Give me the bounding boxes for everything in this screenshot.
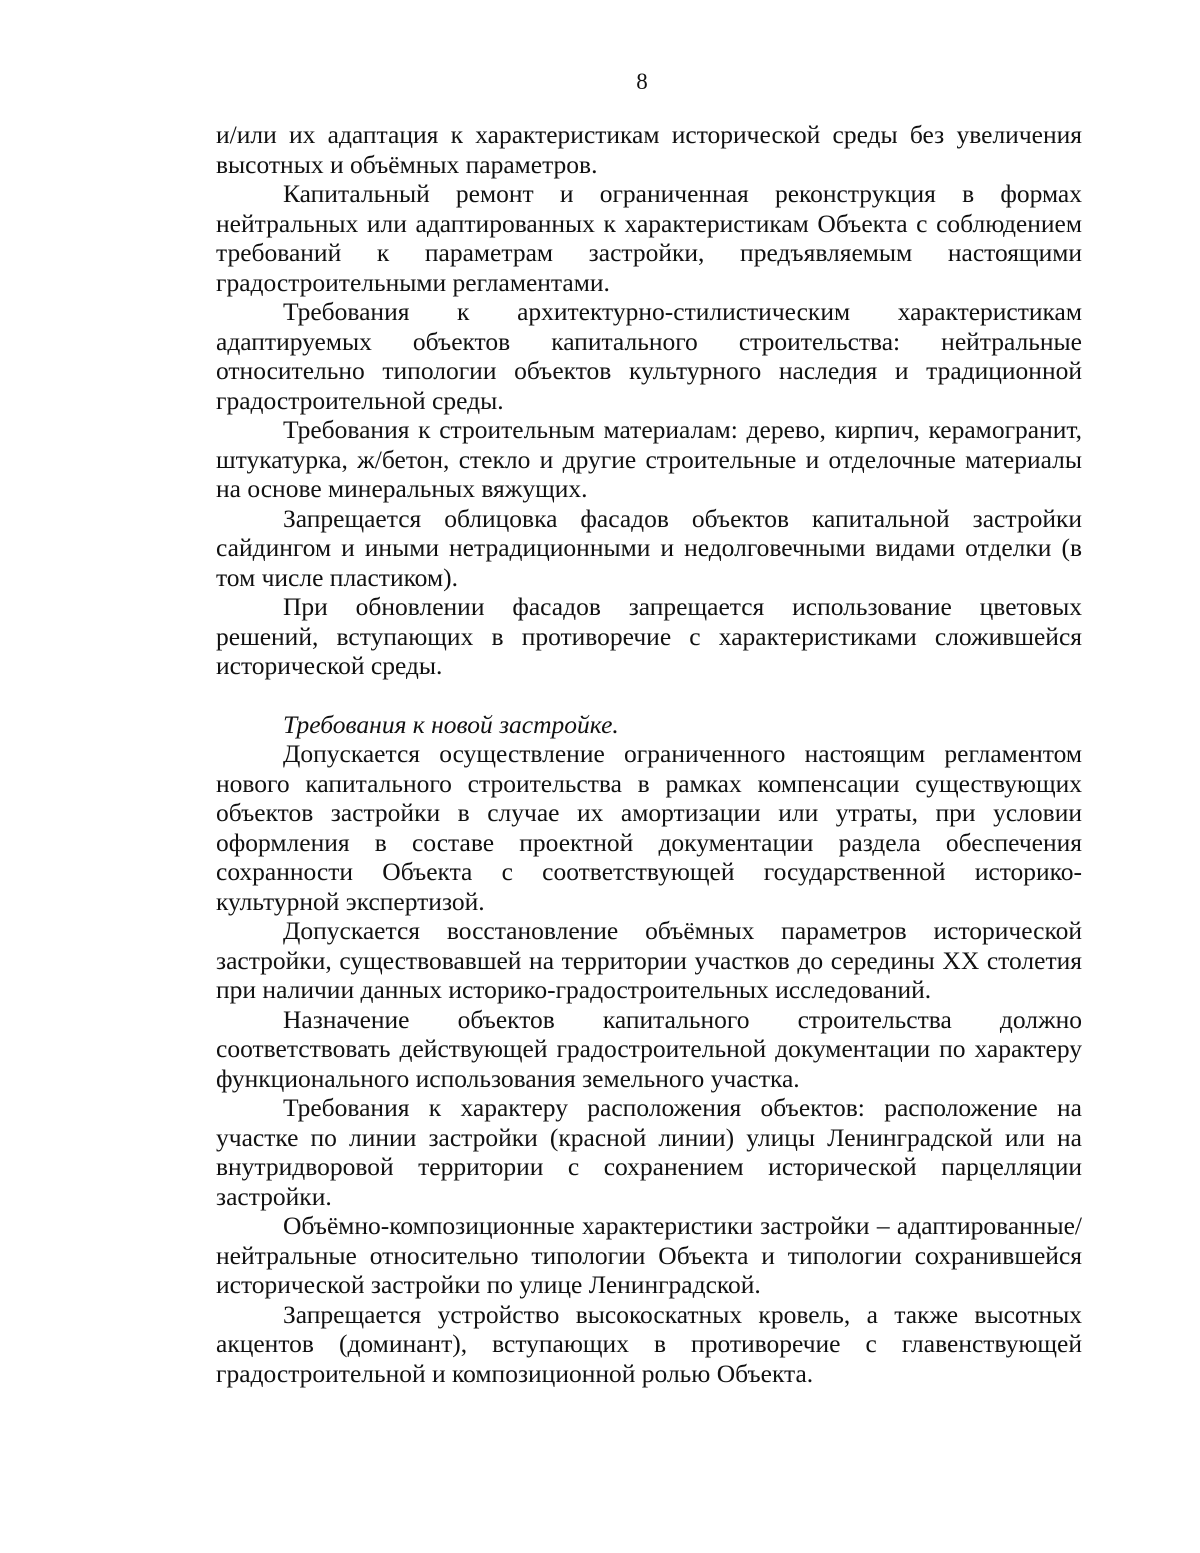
paragraph-facade-colors: При обновлении фасадов запрещается использование цветовых решений, вступающих в противоречие с характеристиками сложившейся исторической среды. — [216, 592, 1082, 680]
paragraph-purpose-of-objects: Назначение объектов капитального строительства должно соответствовать действующей градостроительной документации по характеру функционального использования земельного участка. — [216, 1004, 1082, 1093]
paragraph-volume-composition: Объёмно-композиционные характеристики застройки – адаптированные/нейтральные относительно типологии Объекта и типологии сохранившейся исторической застройки по улице Ленинградской. — [216, 1211, 1082, 1299]
paragraph-restoration-allowed: Допускается восстановление объёмных параметров исторической застройки, существовавшей на территории участков до середины XX столетия при наличии данных историко-градостроительных исследований. — [216, 916, 1082, 1004]
document-body — [216, 120, 1082, 1388]
paragraph-roof-prohibition: Запрещается устройство высокоскатных кровель, а также высотных акцентов (доминант), вступающих в противоречие с главенствующей градостроительной и композиционной ролью Объекта. — [216, 1299, 1082, 1388]
section-heading-new-construction: Требования к новой застройке. — [283, 709, 619, 739]
paragraph-materials-requirements: Требования к строительным материалам: дерево, кирпич, керамогранит, штукатурка, ж/бетон, стекло и другие строительные и отделочные материалы на основе минеральных вяжущих. — [216, 415, 1082, 503]
page-number: 8 — [636, 69, 648, 94]
paragraph-architectural-requirements: Требования к архитектурно-стилистическим характеристикам адаптируемых объектов капитального строительства: нейтральные относительно типологии объектов культурного наследия и традиционной градостроительной среды. — [216, 297, 1082, 415]
paragraph-continuation: и/или их адаптация к характеристикам исторической среды без увеличения высотных и объёмных параметров. — [216, 120, 1082, 179]
paragraph-facade-cladding-prohibition: Запрещается облицовка фасадов объектов капитальной застройки сайдингом и иными нетрадиционными и недолговечными видами отделки (в том числе пластиком). — [216, 503, 1082, 592]
paragraph-placement-requirements: Требования к характеру расположения объектов: расположение на участке по линии застройки (красной линии) улицы Ленинградской или на внутридворовой территории с сохранением исторической парцелляции застройки. — [216, 1093, 1082, 1211]
paragraph-new-construction-allowed: Допускается осуществление ограниченного настоящим регламентом нового капитального строительства в рамках компенсации существующих объектов застройки в случае их амортизации или утраты, при условии оформления в составе проектной документации раздела обеспечения сохранности Объекта с соответствующей государственной историко-культурной экспертизой. — [216, 739, 1082, 916]
paragraph-capital-repair: Капитальный ремонт и ограниченная реконструкция в формах нейтральных или адаптированных к характеристикам Объекта с соблюдением требований к параметрам застройки, предъявляемым настоящими градостроительными регламентами. — [216, 179, 1082, 297]
